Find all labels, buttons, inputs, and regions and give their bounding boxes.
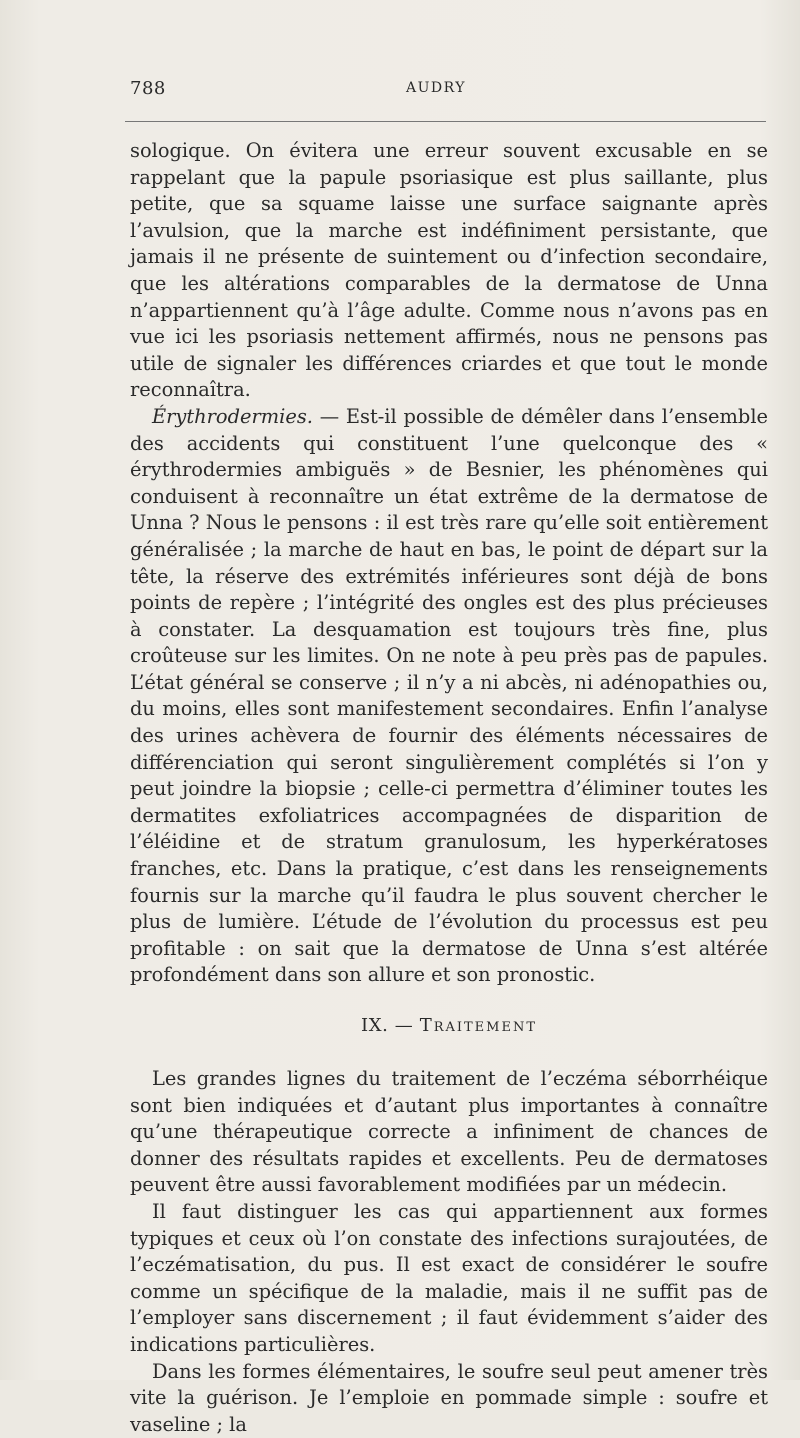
body-text — [130, 138, 768, 1438]
header-rule — [125, 121, 766, 122]
paragraph — [130, 404, 768, 989]
section-title: Traitement — [419, 1015, 538, 1036]
paragraph: Dans les formes élémentaires, le soufre seul peut amener très vite la guérison. Je l’emploie en pommade simple : soufre et vaseline ; la — [130, 1359, 768, 1436]
paragraph-text: sologique. On évitera une erreur souvent excusable en se rappelant que la papule psoriasique est plus saillante, plus petite, que sa squame laisse une surface saignante après l’avulsion, que la marche est indéfiniment persistante, que jamais il ne présente de suintement ou d’infection secondaire, que les altérations comparables de la dermatose de Unna n’appartiennent qu’à l’âge adulte. Comme nous n’avons pas en vue ici les psoriasis nettement affirmés, nous ne pensons pas utile de signaler les différences criardes et que tout le monde reconnaîtra. — [130, 139, 768, 402]
section-heading — [130, 1013, 768, 1039]
paragraph-text: — Est-il possible de démêler dans l’ensemble des accidents qui constituent l’une quelconque des « érythrodermies ambiguës » de Besnier, les phénomènes qui conduisent à reconnaître un état extrême de la dermatose de Unna ? Nous le pensons : il est très rare qu’elle soit entièrement généralisée ; la marche de haut en bas, le point de départ sur la tête, la réserve des extrémités inférieures sont déjà de bons points de repère ; l’intégrité des ongles est des plus précieuses à constater. La desquamation est toujours très fine, plus croûteuse sur les limites. On ne note à peu près pas de papules. L’état général se conserve ; il n’y a ni abcès, ni adénopathies ou, du moins, elles sont manifestement secondaires. Enfin l’analyse des urines achèvera de fournir des éléments nécessaires de différenciation qui seront singulièrement complétés si l’on y peut joindre la biopsie ; celle-ci permettra d’éliminer toutes les dermatites exfoliatrices accompagnées de disparition de l’éléidine et de stratum granulosum, les hyperkératoses franches, etc. Dans la pratique, c’est dans les renseignements fournis sur la marche qu’il faudra le plus souvent chercher le plus de lumière. L’étude de l’évolution du processus est peu profitable : on sait que la dermatose de Unna s’est altérée profondément dans son allure et son pronostic. — [130, 404, 768, 987]
paragraph — [130, 138, 768, 404]
page-number: 788 — [130, 78, 166, 99]
run-in-heading: Érythrodermies. — [152, 404, 313, 428]
paragraph: Les grandes lignes du traitement de l’eczéma séborrhéique sont bien indiquées et d’autant plus importantes à connaître qu’une thérapeutique correcte a infiniment de chances de donner des résultats rapides et excellents. Peu de dermatoses peuvent être aussi favorablement modifiées par un médecin. — [130, 1067, 768, 1197]
page-header — [130, 78, 766, 100]
running-head: AUDRY — [406, 80, 466, 96]
section-number: IX. — — [360, 1015, 414, 1036]
paragraph: Il faut distinguer les cas qui appartiennent aux formes typiques et ceux où l’on constate des infections surajoutées, de l’eczématisation, du pus. Il est exact de considérer le soufre comme un spécifique de la maladie, mais il ne suffit pas de l’employer sans discernement ; il faut évidemment s’aider des indications particulières. — [130, 1199, 768, 1356]
